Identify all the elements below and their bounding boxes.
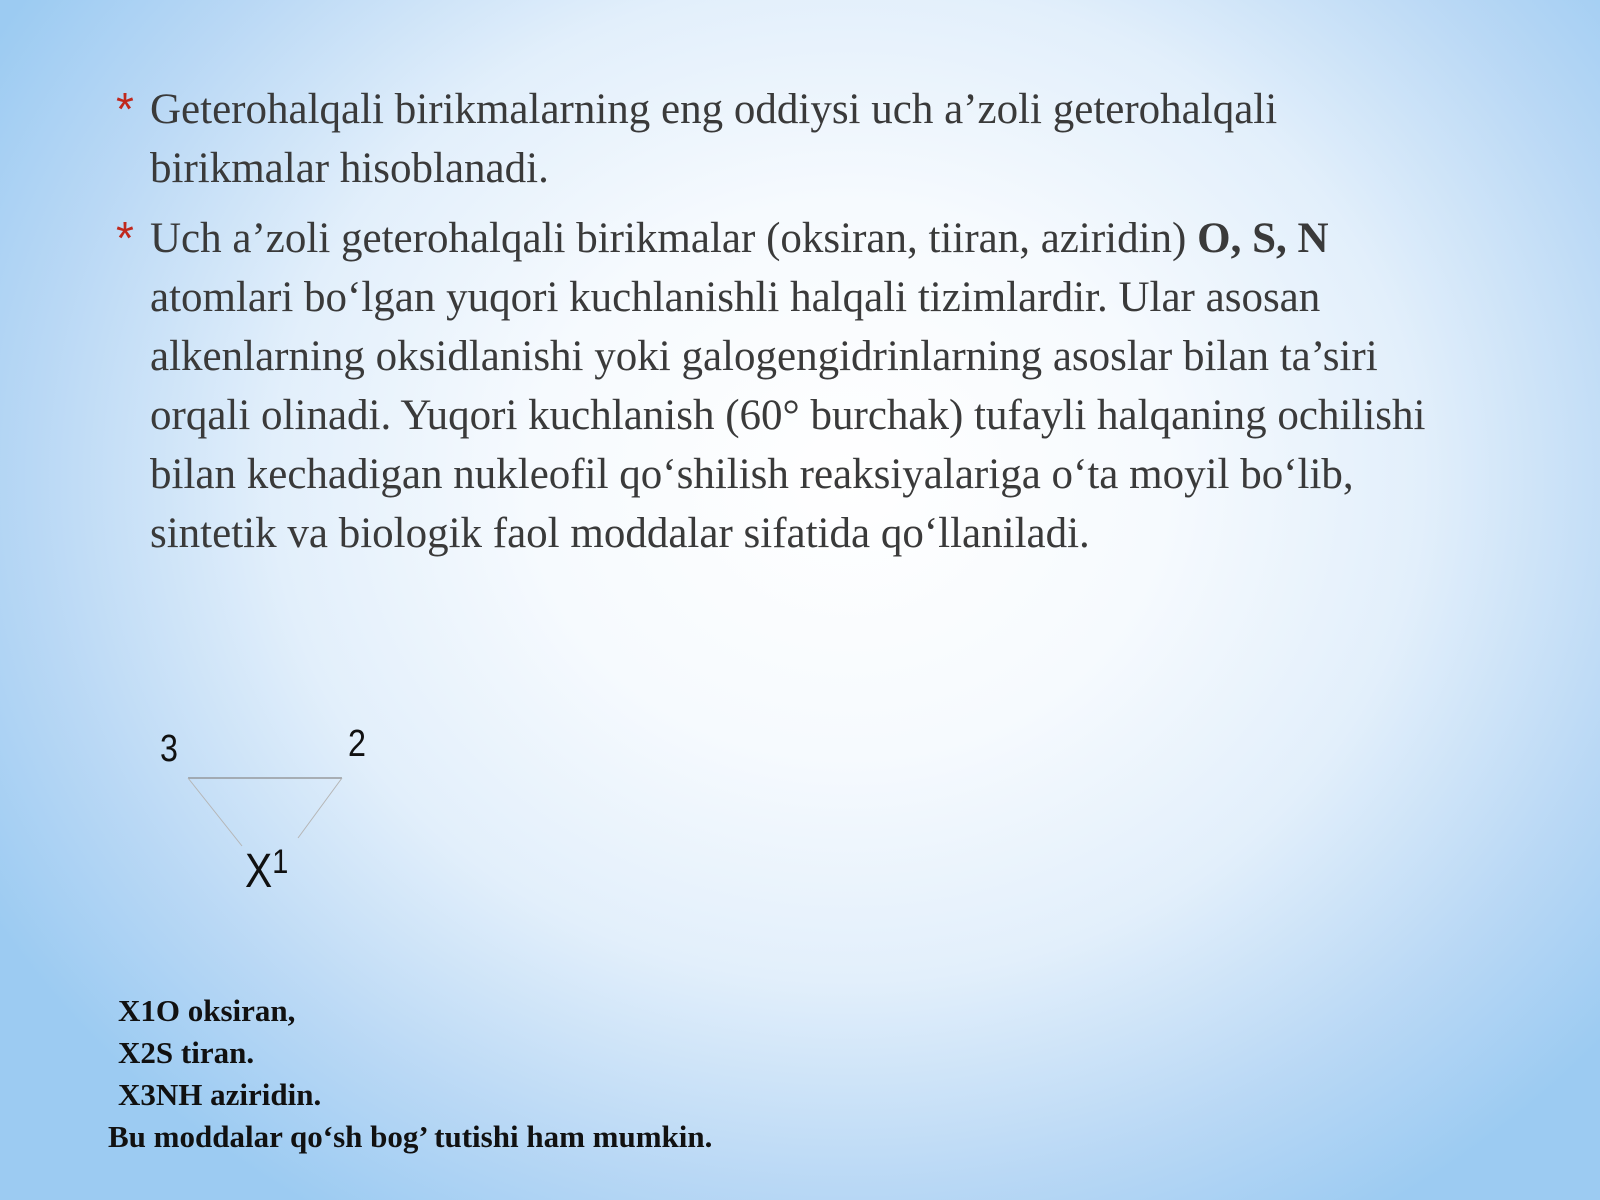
bullet-item-2: [116, 209, 1456, 563]
bullet-text-2-start: Uch a’zoli geterohalqali birikmalar (oksiran, tiiran, aziridin): [150, 215, 1198, 262]
ring-position-3-label: 3: [160, 728, 178, 770]
bullet-text-2-end: atomlari bo‘lgan yuqori kuchlanishli halqali tizimlardir. Ular asosan alkenlarning oksidlanishi yoki galogengidrinlarning asoslar bilan ta’siri orqali olinadi. Yuqori kuchlanish (60° burchak) tufayli halqaning ochilishi bilan kechadigan nukleofil qo‘shilish reaksiyalariga o‘ta moyil bo‘lib, sintetik va biologik faol moddalar sifatida qo‘llaniladi.: [150, 274, 1426, 557]
ring-heteroatom-label: [245, 843, 288, 899]
bullet-list: [116, 80, 1456, 574]
bullet-star-icon: *: [116, 212, 134, 264]
three-membered-ring-diagram: [150, 718, 390, 898]
bullet-text-2-bold: O, S, N: [1197, 215, 1329, 262]
legend-note: Bu moddalar qo‘sh bog’ tutishi ham mumkin.: [108, 1119, 713, 1154]
ring-bond-left: [188, 778, 242, 846]
ring-position-2-label: 2: [348, 723, 366, 765]
legend-oxirane: X1O oksiran,: [118, 993, 296, 1028]
legend-thiirane: X2S tiran.: [118, 1035, 255, 1070]
legend-aziridine: X3NH aziridin.: [118, 1077, 322, 1112]
bullet-star-icon: *: [116, 83, 134, 135]
ring-bond-right: [298, 778, 342, 838]
bullet-item-1: [116, 80, 1456, 198]
compound-legend: [108, 990, 712, 1158]
bullet-text-1: Geterohalqali birikmalarning eng oddiysi uch a’zoli geterohalqali birikmalar hisoblanadi.: [150, 86, 1278, 192]
heteroatom-symbol: X: [245, 845, 273, 898]
heteroatom-position: 1: [272, 843, 289, 881]
